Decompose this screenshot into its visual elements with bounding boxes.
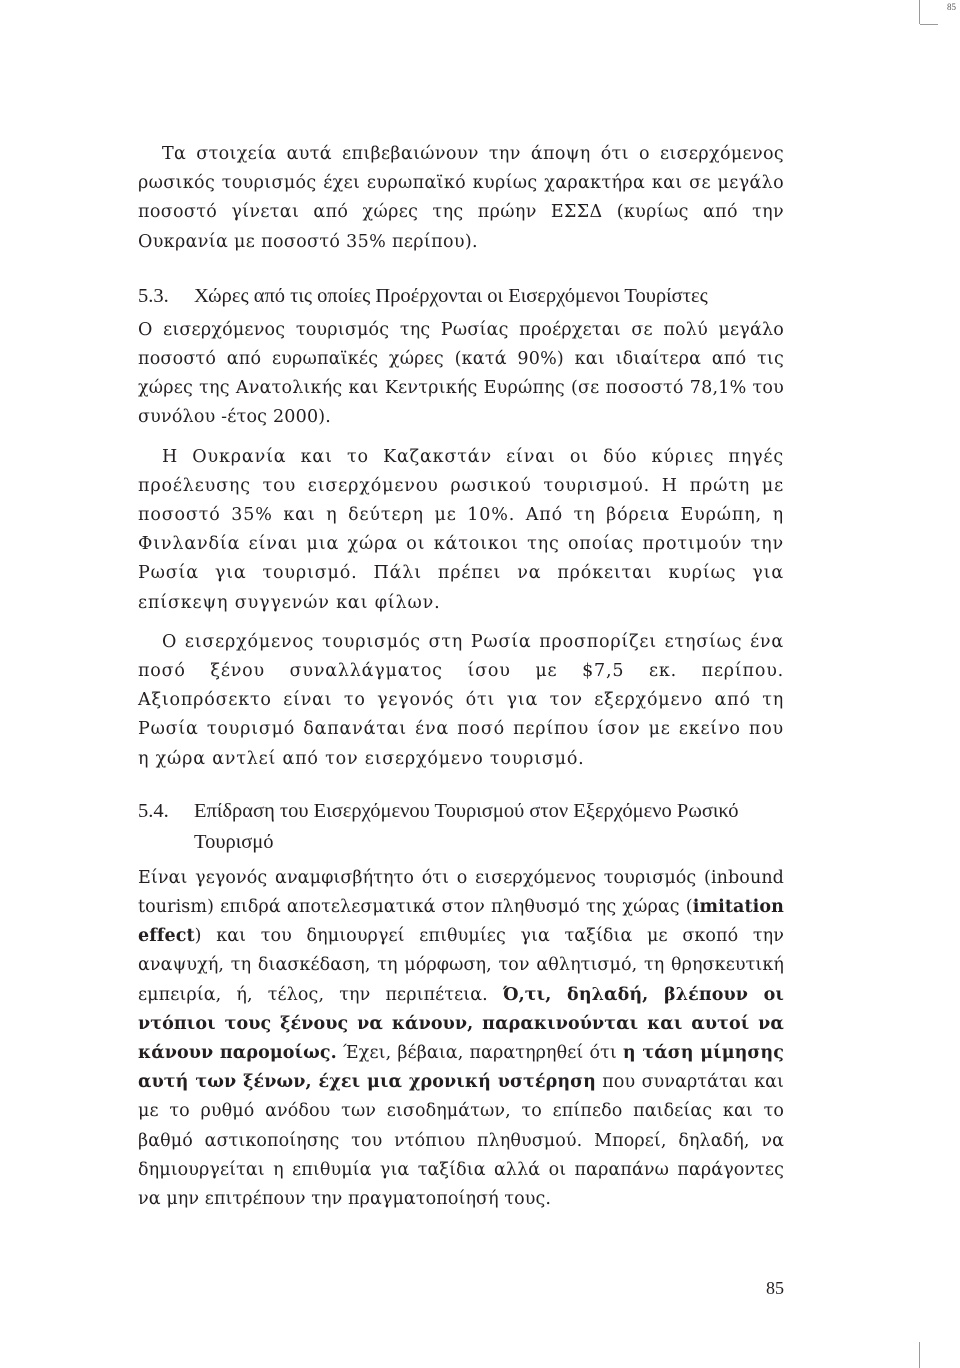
section-heading-5-3	[138, 281, 784, 312]
intro-paragraph: Τα στοιχεία αυτά επιβεβαιώνουν την άποψη ότι ο εισερχόμενος ρωσικός τουρισμός έχει ευρωπαϊκό κυρίως χαρακτήρα και σε μεγάλο ποσοστό γίνεται από χώρες της πρώην ΕΣΣΔ (κυρίως από την Ουκρανία με ποσοστό 35% περίπου).	[138, 144, 784, 252]
crop-mark-top	[919, 0, 920, 24]
bold-text: imitation effect	[138, 897, 784, 947]
corner-page-number: 85	[947, 2, 956, 12]
bold-text: η τάση μίμησης αυτή των ξένων, έχει μια χρονική υστέρηση	[138, 1043, 785, 1093]
section-heading-5-4	[138, 796, 784, 858]
paragraph	[138, 864, 784, 1214]
paragraph: Ο εισερχόμενος τουρισμός της Ρωσίας προέρχεται σε πολύ μεγάλο ποσοστό από ευρωπαϊκές χώρες (κατά 90%) και ιδιαίτερα από τις χώρες της Ανατολικής και Κεντρικής Ευρώπης (σε ποσοστό 78,1% του συνόλου -έτος 2000).	[138, 319, 784, 428]
paragraph: Η Ουκρανία και το Καζακστάν είναι οι δύο κύριες πηγές προέλευσης του εισερχόμενου ρωσικού τουρισμού. Η πρώτη με ποσοστό 35% και η δεύτερη με 10%. Από τη βόρεια Ευρώπη, η Φινλανδία είναι μια χώρα οι κάτοικοι της οποίας προτιμούν την Ρωσία για τουρισμό. Πάλι πρέπει να πρόκειται κυρίως για επίσκεψη συγγενών και φίλων.	[138, 446, 784, 613]
text-run: Είναι γεγονός αναμφισβήτητο ότι ο εισερχόμενος τουρισμός (inbound tourism) επιδρά αποτελεσματικά στον πληθυσμό της χώρας (	[138, 867, 784, 918]
text-run: που συναρτάται και με το ρυθμό ανόδου των εισοδημάτων, το επίπεδο παιδείας και το βαθμό αστικοποίησης του ντόπιου πληθυσμού. Μπορεί, δηλαδή, να δημιουργείται η επιθυμία για ταξίδια αλλά οι παραπάνω παράγοντες να μην επιτρέπουν την πραγματοποίησή τους.	[138, 1072, 784, 1210]
bold-text: Ό,τι, δηλαδή, βλέπουν οι ντόπιοι τους ξένους να κάνουν, παρακινούνται και αυτοί να κάνουν παρομοίως.	[138, 984, 784, 1064]
text-run: Έχει, βέβαια, παρατηρηθεί ότι	[336, 1043, 623, 1064]
page-body	[138, 140, 784, 1214]
section-number: 5.4.	[138, 799, 169, 822]
paragraph: Ο εισερχόμενος τουρισμός στη Ρωσία προσπορίζει ετησίως ένα ποσό ξένου συναλλάγματος ίσου με $7,5 εκ. περίπου. Αξιοπρόσεκτο είναι το γεγονός ότι για τον εξερχόμενο από τη Ρωσία τουρισμό δαπανάται ένα ποσό περίπου ίσον με εκείνο που η χώρα αντλεί από τον εισερχόμενο τουρισμό.	[138, 631, 784, 769]
text-run: ) και του δημιουργεί επιθυμίες για ταξίδια με σκοπό την αναψυχή, τη διασκέδαση, τη μόρφωση, τον αθλητισμό, τη θρησκευτική εμπειρία, ή, τέλος, την περιπέτεια.	[138, 926, 784, 1005]
section-title: Χώρες από τις οποίες Προέρχονται οι Εισερχόμενοι Τουρίστες	[194, 284, 708, 307]
section-title: Επίδραση του Εισερχόμενου Τουρισμού στον Εξερχόμενο Ρωσικό Τουρισμό	[194, 799, 739, 853]
page-number: 85	[766, 1278, 784, 1298]
section-number: 5.3.	[138, 284, 169, 307]
crop-mark-top-horizontal	[920, 24, 938, 25]
crop-mark-bottom	[919, 1342, 920, 1368]
